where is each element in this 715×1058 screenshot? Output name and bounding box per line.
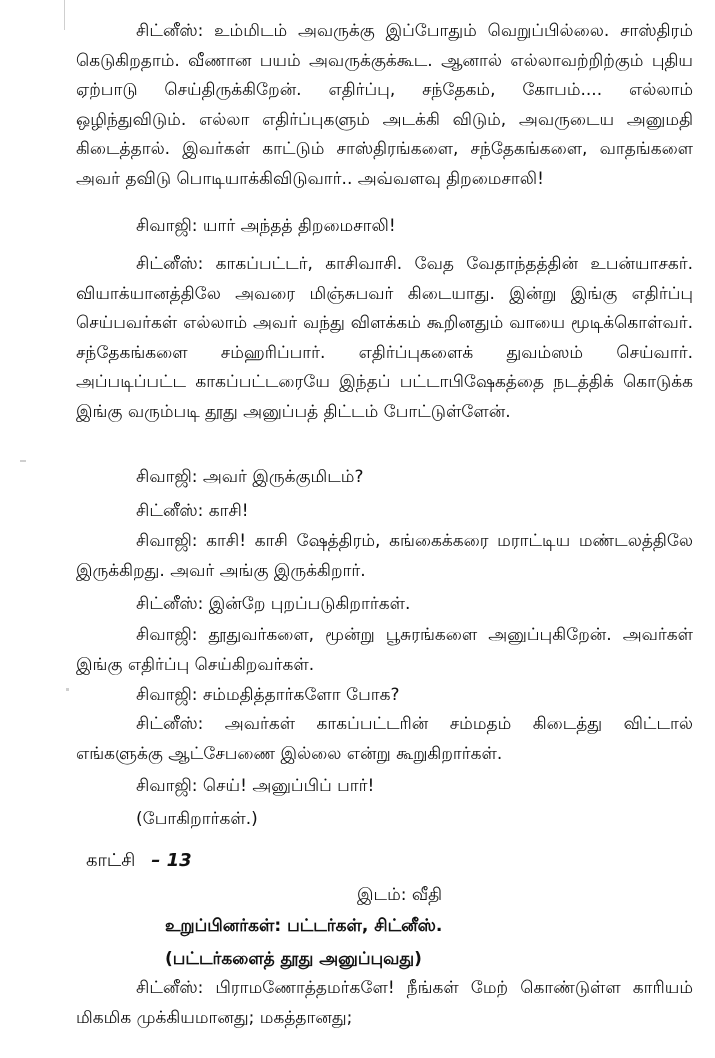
- dialogue-paragraph: [76, 772, 693, 802]
- text-line: அனுப்புகிறேன். அவர்கள் இங்கு எதிர்ப்பு செய்கிறவர்கள்.: [76, 625, 693, 675]
- text-line: சிட்னீஸ்: காகப்பட்டர், காசிவாசி. வேத வேதாந்தத்தின்: [136, 254, 579, 274]
- scene-members: உறுப்பினர்கள்: பட்டர்கள், சிட்னீஸ்.: [165, 916, 443, 936]
- dialogue-paragraph: [76, 17, 693, 195]
- text-line: போட்டுள்ளேன்.: [383, 401, 511, 422]
- dialogue-paragraph: [76, 497, 693, 527]
- dialogue-paragraph: [76, 681, 693, 711]
- text-line: சிட்னீஸ்: பிராமணோத்தமர்களே! நீங்கள் மேற்: [136, 978, 509, 998]
- dialogue-paragraph: [76, 710, 693, 769]
- text-line: இவர்கள் காட்டும் சாஸ்திரங்களை, சந்தேகங்களை, வாதங்களை: [182, 139, 694, 160]
- scan-mark: [64, 0, 65, 30]
- scan-mark: [20, 460, 26, 462]
- text-line: வந்து விளக்கம் கூறினதும் வாயை மூடிக்கொள்வர்.: [302, 313, 694, 334]
- text-line: மண்டலத்திலே இருக்கிறது. அவர் அங்கு இருக்கிறார்.: [76, 531, 693, 581]
- text-line: விட்டால் எங்களுக்கு ஆட்சேபணை இல்லை என்று கூறுகிறார்கள்.: [76, 714, 693, 764]
- text-line: சிட்னீஸ்: இன்றே புறப்படுகிறார்கள்.: [136, 594, 411, 614]
- text-line: சிவாஜி: யார் அந்தத் திறமைசாலி!: [136, 216, 396, 236]
- scan-mark: [66, 688, 69, 691]
- text-line: சந்தேகங்களை சம்ஹரிப்பார். எதிர்ப்புகளைக் துவம்ஸம் செய்வார்.: [76, 342, 693, 363]
- dialogue-paragraph: [76, 974, 693, 1033]
- dialogue-paragraph: [76, 212, 693, 242]
- scene-place: இடம்: வீதி: [357, 885, 443, 905]
- text-line: உபன்யாசகர். வியாக்யானத்திலே அவரை மிஞ்சுபவர்: [76, 254, 694, 304]
- scene-label: காட்சி: [86, 850, 136, 871]
- scene-heading: [86, 846, 192, 876]
- scene-number: – 13: [151, 850, 192, 871]
- text-line: ஆனால் எல்லாவற்றிற்கும் புதிய ஏற்பாடு செய்திருக்கிறேன்.: [76, 50, 693, 101]
- dialogue-paragraph: [76, 621, 693, 680]
- text-line: எதிர்ப்பு, சந்தேகம், கோபம்.... எல்லாம் ஒழிந்துவிடும். எல்லா: [76, 80, 694, 130]
- text-line: சிட்னீஸ்: காசி!: [136, 501, 249, 521]
- text-line: சிவாஜி: சம்மதித்தார்களோ போக?: [136, 685, 400, 705]
- dialogue-paragraph: [76, 250, 693, 428]
- text-line: சிட்னீஸ்: உம்மிடம் அவருக்கு இப்போதும் வெறுப்பில்லை.: [136, 21, 610, 41]
- text-line: சிவாஜி: தூதுவர்களை, மூன்று பூசுரங்களை: [136, 625, 478, 645]
- dialogue-paragraph: [76, 590, 693, 620]
- text-line: சிவாஜி: அவர் இருக்குமிடம்?: [136, 467, 364, 487]
- dialogue-paragraph: [76, 463, 693, 493]
- scene-action: (பட்டர்களைத் தூது அனுப்புவது): [165, 949, 422, 969]
- text-line: சாஸ்திரம் கெடுகிறதாம். வீணான பயம் அவருக்குக்கூட.: [76, 21, 694, 71]
- dialogue-paragraph: [76, 527, 693, 586]
- text-line: அப்படிப்பட்ட காகப்பட்டரையே இந்தப் பட்டாபிஷேகத்தை: [76, 372, 545, 393]
- text-line: சிவாஜி: காசி! காசி ஷேத்திரம், கங்கைக்கரை மராட்டிய: [136, 531, 571, 551]
- text-line: அவர் தவிடு பொடியாக்கிவிடுவார்.. அவ்வளவு திறமைசாலி!: [76, 168, 544, 189]
- text-line: சிவாஜி: செய்! அனுப்பிப் பார்!: [136, 776, 375, 796]
- text-line: கிடையாது. இன்று இங்கு எதிர்ப்பு செய்பவர்கள் எல்லாம் அவர்: [76, 283, 694, 334]
- text-line: எதிர்ப்புகளும் அடக்கி விடும், அவருடைய அனுமதி கிடைத்தால்.: [76, 109, 693, 160]
- stage-direction: (போகிறார்கள்.): [136, 809, 258, 829]
- text-line: நடத்திக் கொடுக்க இங்கு வரும்படி தூது அனுப்பத் திட்டம்: [76, 372, 693, 422]
- text-line: கொண்டுள்ள காரியம் மிகமிக முக்கியமானது; மகத்தானது;: [76, 978, 694, 1028]
- text-line: சிட்னீஸ்: அவர்கள் காகப்பட்டரின் சம்மதம் கிடைத்து: [136, 714, 603, 734]
